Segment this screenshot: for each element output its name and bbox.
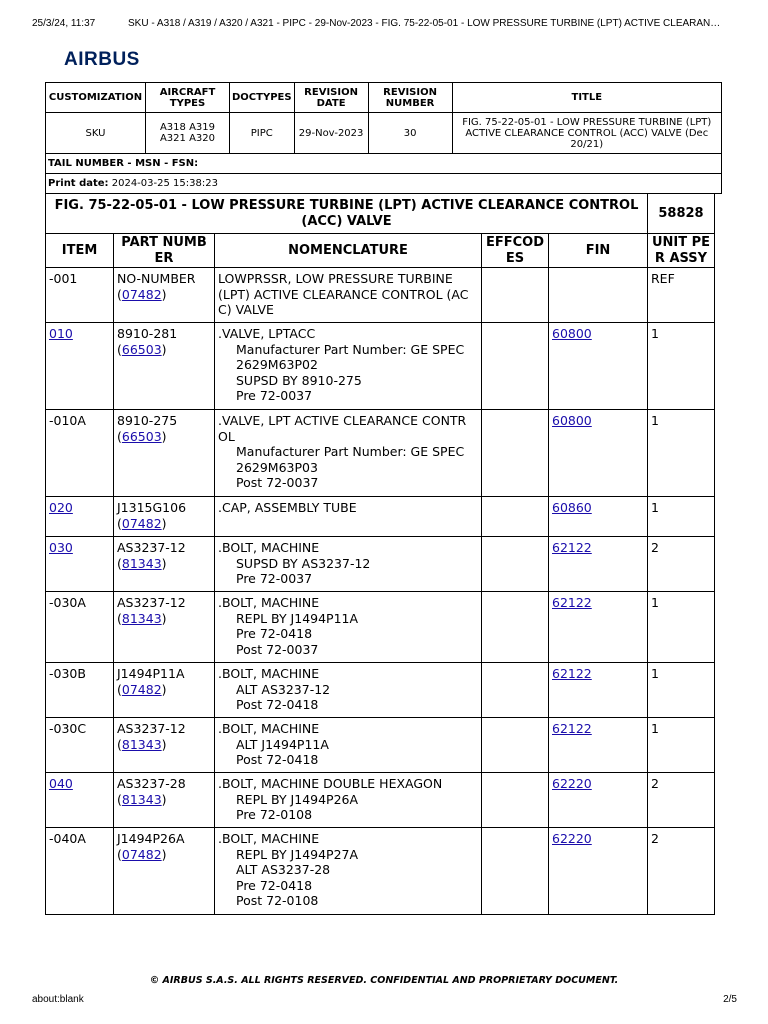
part-number: J1494P26A — [117, 831, 185, 846]
item-cell — [46, 497, 114, 537]
fin-link[interactable]: 62122 — [552, 721, 592, 736]
unit-per-assy-cell: 1 — [648, 663, 715, 718]
nomenclature-cell — [215, 537, 482, 592]
meta-header-revision-date: REVISION DATE — [294, 83, 368, 113]
fin-cell — [549, 410, 648, 497]
nomenclature-text: .BOLT, MACHINE — [218, 595, 320, 610]
part-number-cell: AS3237-12 (81343) — [114, 592, 215, 663]
nomenclature-note: Pre 72-0108 — [236, 807, 313, 822]
part-number-cell: J1494P11A (07482) — [114, 663, 215, 718]
fin-link[interactable]: 60800 — [552, 326, 592, 341]
effcodes-cell — [482, 592, 549, 663]
table-row — [46, 718, 715, 773]
meta-header-revision-number: REVISION NUMBER — [368, 83, 452, 113]
item-number: -030B — [49, 666, 86, 681]
nomenclature-note: Post 72-0037 — [236, 475, 319, 490]
fin-cell — [549, 497, 648, 537]
fin-link[interactable]: 60800 — [552, 413, 592, 428]
manufacturer-code-link[interactable]: 07482 — [121, 846, 162, 862]
nomenclature-note: SUPSD BY 8910-275 — [236, 372, 362, 388]
meta-header-title: TITLE — [452, 83, 721, 113]
fin-link[interactable]: 62122 — [552, 666, 592, 681]
item-cell — [46, 663, 114, 718]
col-header-nomenclature: NOMENCLATURE — [215, 234, 482, 268]
part-number-cell: AS3237-12 (81343) — [114, 537, 215, 592]
effcodes-cell — [482, 268, 549, 323]
nomenclature-cell — [215, 497, 482, 537]
item-cell — [46, 718, 114, 773]
meta-aircraft-types: A318 A319 A321 A320 — [146, 113, 230, 154]
nomenclature-note: ALT J1494P11A — [236, 736, 329, 752]
nomenclature-note: REPL BY J1494P27A — [236, 846, 359, 862]
nomenclature-note: Manufacturer Part Number: GE SPEC 2629M63P02 — [236, 341, 465, 372]
col-header-part-number: PART NUMB ER — [114, 234, 215, 268]
item-number: -010A — [49, 413, 86, 428]
item-cell — [46, 323, 114, 410]
item-cell — [46, 592, 114, 663]
figure-number: 58828 — [648, 194, 715, 234]
parts-list-table — [45, 193, 715, 915]
nomenclature-note: REPL BY J1494P26A — [236, 791, 359, 807]
page-number: 2/5 — [723, 994, 737, 1005]
nomenclature-cell — [215, 592, 482, 663]
manufacturer-code-link[interactable]: 81343 — [121, 736, 162, 752]
nomenclature-note: Post 72-0418 — [236, 697, 319, 712]
nomenclature-text: .BOLT, MACHINE — [218, 831, 320, 846]
effcodes-cell — [482, 537, 549, 592]
nomenclature-note: Post 72-0108 — [236, 893, 319, 908]
figure-title-row — [46, 194, 715, 234]
tail-number-label: TAIL NUMBER - MSN - FSN: — [46, 154, 722, 174]
unit-per-assy-cell: 1 — [648, 497, 715, 537]
item-number: -030C — [49, 721, 87, 736]
nomenclature-note: Pre 72-0418 — [236, 626, 313, 641]
part-number: J1315G106 — [117, 500, 187, 515]
part-number: J1494P11A — [117, 666, 185, 681]
item-cell — [46, 537, 114, 592]
meta-doctype: PIPC — [230, 113, 295, 154]
meta-customization: SKU — [46, 113, 146, 154]
nomenclature-note: Post 72-0037 — [236, 641, 319, 657]
nomenclature-text: .VALVE, LPTACC — [218, 326, 316, 341]
table-row — [46, 663, 715, 718]
nomenclature-note: Pre 72-0037 — [236, 571, 313, 586]
manufacturer-code-link[interactable]: 07482 — [121, 515, 162, 531]
item-number: -030A — [49, 595, 86, 610]
part-number-cell: AS3237-12 (81343) — [114, 718, 215, 773]
unit-per-assy-cell: 2 — [648, 773, 715, 828]
fin-cell — [549, 323, 648, 410]
fin-cell — [549, 592, 648, 663]
nomenclature-text: .BOLT, MACHINE — [218, 721, 320, 736]
unit-per-assy-cell: 1 — [648, 592, 715, 663]
item-link[interactable]: 010 — [49, 326, 73, 341]
meta-revision-date: 29-Nov-2023 — [294, 113, 368, 154]
effcodes-cell — [482, 663, 549, 718]
manufacturer-code-link[interactable]: 81343 — [121, 610, 162, 626]
effcodes-cell — [482, 828, 549, 915]
item-cell — [46, 410, 114, 497]
effcodes-cell — [482, 718, 549, 773]
part-number-cell: 8910-281 (66503) — [114, 323, 215, 410]
manufacturer-code-link[interactable]: 81343 — [121, 791, 162, 807]
meta-header-doctypes: DOCTYPES — [230, 83, 295, 113]
item-link[interactable]: 040 — [49, 776, 73, 791]
print-date-label: Print date: — [48, 178, 109, 189]
fin-cell — [549, 537, 648, 592]
table-row — [46, 773, 715, 828]
nomenclature-cell — [215, 323, 482, 410]
col-header-fin: FIN — [549, 234, 648, 268]
nomenclature-note: Post 72-0418 — [236, 752, 319, 767]
document-metadata-table — [45, 82, 722, 194]
item-link[interactable]: 020 — [49, 500, 73, 515]
manufacturer-code-link[interactable]: 81343 — [121, 555, 162, 571]
meta-header-aircraft-types: AIRCRAFT TYPES — [146, 83, 230, 113]
nomenclature-note: Pre 72-0037 — [236, 388, 313, 403]
fin-link[interactable]: 62220 — [552, 831, 592, 846]
col-header-item: ITEM — [46, 234, 114, 268]
fin-cell — [549, 773, 648, 828]
figure-title: FIG. 75-22-05-01 - LOW PRESSURE TURBINE (LPT) ACTIVE CLEARANCE CONTROL (ACC) VALVE — [46, 194, 648, 234]
print-doc-title: SKU - A318 / A319 / A320 / A321 - PIPC - 29-Nov-2023 - FIG. 75-22-05-01 - LOW PRESSURE TURBINE (LPT) ACTIVE CLEARAN… — [128, 18, 721, 29]
part-number: AS3237-28 — [117, 776, 186, 791]
manufacturer-code-link[interactable]: 07482 — [121, 286, 162, 302]
nomenclature-cell — [215, 663, 482, 718]
part-number-cell: 8910-275 (66503) — [114, 410, 215, 497]
nomenclature-cell — [215, 718, 482, 773]
fin-link[interactable]: 60860 — [552, 500, 592, 515]
nomenclature-note: ALT AS3237-28 — [236, 862, 331, 877]
item-cell — [46, 773, 114, 828]
item-number: -040A — [49, 831, 86, 846]
nomenclature-text: LOWPRSSR, LOW PRESSURE TURBINE (LPT) ACTIVE CLEARANCE CONTROL (AC C) VALVE — [218, 271, 469, 317]
table-row — [46, 410, 715, 497]
nomenclature-note: Pre 72-0418 — [236, 877, 313, 893]
part-number: AS3237-12 — [117, 595, 186, 610]
effcodes-cell — [482, 497, 549, 537]
unit-per-assy-cell: 1 — [648, 718, 715, 773]
part-number: 8910-281 — [117, 326, 178, 341]
nomenclature-note: REPL BY J1494P11A — [236, 610, 359, 626]
manufacturer-code-link[interactable]: 07482 — [121, 681, 162, 697]
effcodes-cell — [482, 773, 549, 828]
fin-link[interactable]: 62220 — [552, 776, 592, 791]
fin-cell — [549, 268, 648, 323]
effcodes-cell — [482, 323, 549, 410]
fin-link[interactable]: 62122 — [552, 540, 592, 555]
fin-cell — [549, 718, 648, 773]
meta-revision-number: 30 — [368, 113, 452, 154]
column-header-row — [46, 234, 715, 268]
part-number: AS3237-12 — [117, 540, 186, 555]
table-row — [46, 323, 715, 410]
airbus-logo: AIRBUS — [64, 49, 140, 70]
unit-per-assy-cell: 1 — [648, 410, 715, 497]
part-number: 8910-275 — [117, 413, 178, 428]
nomenclature-note: Manufacturer Part Number: GE SPEC 2629M63P03 — [236, 444, 465, 475]
nomenclature-cell — [215, 828, 482, 915]
col-header-effcodes: EFFCOD ES — [482, 234, 549, 268]
print-header — [32, 18, 748, 29]
part-number-cell: J1494P26A (07482) — [114, 828, 215, 915]
part-number-cell: J1315G106 (07482) — [114, 497, 215, 537]
nomenclature-text: .BOLT, MACHINE — [218, 540, 320, 555]
nomenclature-cell — [215, 773, 482, 828]
table-row — [46, 592, 715, 663]
part-number: AS3237-12 — [117, 721, 186, 736]
meta-title: FIG. 75-22-05-01 - LOW PRESSURE TURBINE (LPT) ACTIVE CLEARANCE CONTROL (ACC) VALVE (Dec 20/21) — [452, 113, 721, 154]
nomenclature-text: .VALVE, LPT ACTIVE CLEARANCE CONTR OL — [218, 413, 467, 444]
col-header-unit-per-assy: UNIT PE R ASSY — [648, 234, 715, 268]
part-number-cell: AS3237-28 (81343) — [114, 773, 215, 828]
item-cell — [46, 268, 114, 323]
unit-per-assy-cell: 1 — [648, 323, 715, 410]
item-cell — [46, 828, 114, 915]
nomenclature-text: .BOLT, MACHINE — [218, 666, 320, 681]
table-row — [46, 537, 715, 592]
item-number: -001 — [49, 271, 78, 286]
meta-header-customization: CUSTOMIZATION — [46, 83, 146, 113]
part-number-cell: NO-NUMBER (07482) — [114, 268, 215, 323]
manufacturer-code-link[interactable]: 66503 — [121, 428, 162, 444]
print-timestamp: 25/3/24, 11:37 — [32, 18, 96, 29]
unit-per-assy-cell: REF — [648, 268, 715, 323]
nomenclature-note: SUPSD BY AS3237-12 — [236, 555, 371, 571]
copyright-footer: © AIRBUS S.A.S. ALL RIGHTS RESERVED. CONFIDENTIAL AND PROPRIETARY DOCUMENT. — [149, 975, 619, 986]
table-row — [46, 828, 715, 915]
fin-cell — [549, 663, 648, 718]
unit-per-assy-cell: 2 — [648, 828, 715, 915]
print-date-row — [46, 174, 722, 194]
manufacturer-code-link[interactable]: 66503 — [121, 341, 162, 357]
effcodes-cell — [482, 410, 549, 497]
part-number: NO-NUMBER — [117, 271, 196, 286]
table-row — [46, 268, 715, 323]
nomenclature-text: .BOLT, MACHINE DOUBLE HEXAGON — [218, 776, 443, 791]
unit-per-assy-cell: 2 — [648, 537, 715, 592]
item-link[interactable]: 030 — [49, 540, 73, 555]
nomenclature-cell — [215, 268, 482, 323]
fin-cell — [549, 828, 648, 915]
nomenclature-cell — [215, 410, 482, 497]
table-row — [46, 497, 715, 537]
fin-link[interactable]: 62122 — [552, 595, 592, 610]
page-url: about:blank — [32, 994, 84, 1005]
print-date-value: 2024-03-25 15:38:23 — [111, 178, 218, 189]
nomenclature-note: ALT AS3237-12 — [236, 681, 331, 697]
nomenclature-text: .CAP, ASSEMBLY TUBE — [218, 500, 357, 515]
